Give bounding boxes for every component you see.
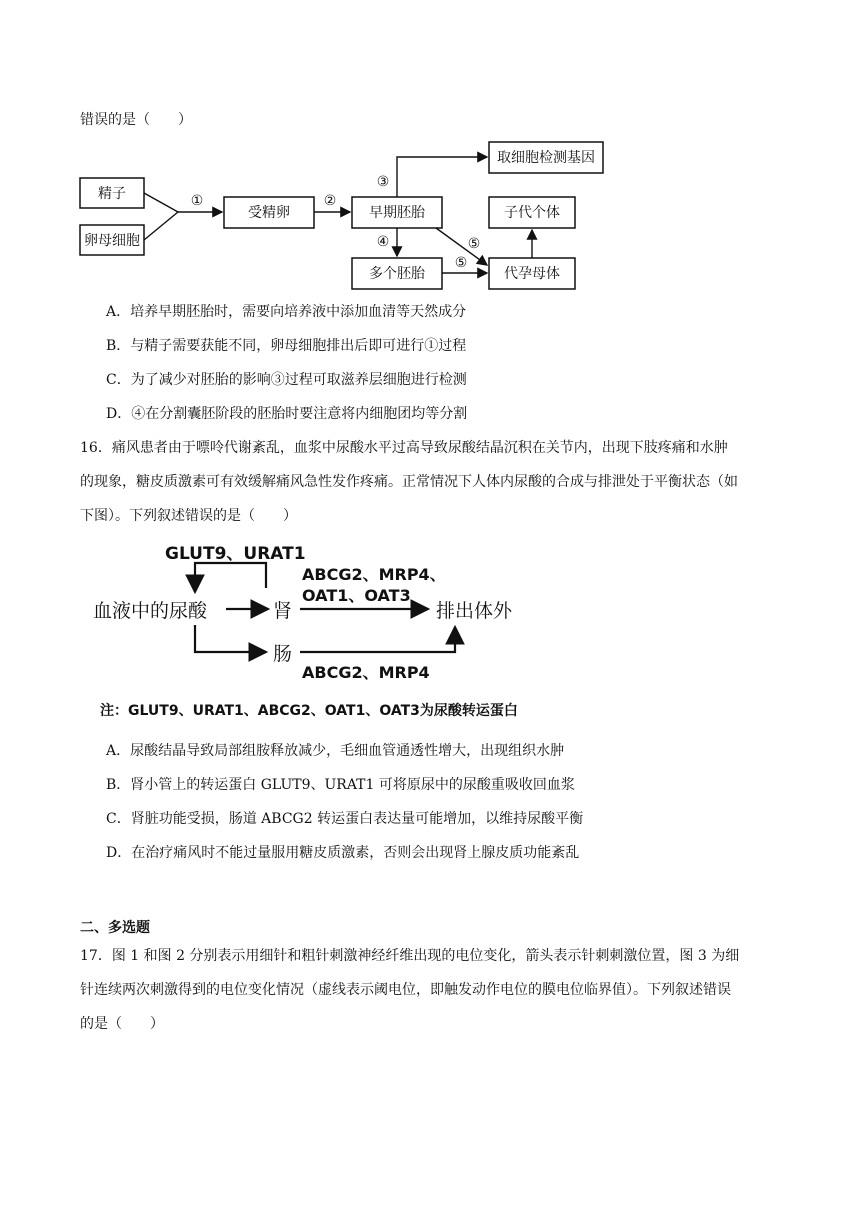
section-heading: 二、多选题 bbox=[80, 920, 150, 936]
early-embryo-label: 早期胚胎 bbox=[369, 205, 425, 221]
q16-option-c: C．肾脏功能受损，肠道 ABCG2 转运蛋白表达量可能增加，以维持尿酸平衡 bbox=[106, 811, 584, 827]
step-2-label: ② bbox=[323, 193, 337, 209]
step-1-label: ① bbox=[190, 193, 204, 209]
q15-option-b: B．与精子需要获能不同，卵母细胞排出后即可进行①过程 bbox=[106, 338, 467, 354]
step-4-label: ④ bbox=[376, 234, 390, 250]
transporter-note: 注：GLUT9、URAT1、ABCG2、OAT1、OAT3为尿酸转运蛋白 bbox=[100, 703, 518, 719]
sperm-label: 精子 bbox=[98, 186, 126, 202]
q16-option-b: B．肾小管上的转运蛋白 GLUT9、URAT1 可将原尿中的尿酸重吸收回血浆 bbox=[106, 777, 575, 793]
transporter-top-label: GLUT9、URAT1 bbox=[165, 544, 306, 564]
excrete-label: 排出体外 bbox=[436, 600, 513, 622]
intestine-transporter-label: ABCG2、MRP4 bbox=[302, 663, 430, 682]
q16-option-d: D．在治疗痛风时不能过量服用糖皮质激素，否则会出现肾上腺皮质功能紊乱 bbox=[106, 845, 580, 861]
step-5b-label: ⑤ bbox=[454, 255, 468, 271]
surrogate-label: 代孕母体 bbox=[504, 266, 560, 282]
kidney-transporter-label-1: ABCG2、MRP4、 bbox=[302, 565, 446, 584]
q17-stem-line-1: 17．图 1 和图 2 分别表示用细针和粗针刺激神经纤维出现的电位变化，箭头表示针刺刺激位置，图 3 为细 bbox=[80, 948, 740, 964]
q16-stem-line-2: 的现象，糖皮质激素可有效缓解痛风急性发作疼痛。正常情况下人体内尿酸的合成与排泄处于平衡状态（如 bbox=[80, 474, 738, 490]
q15-option-d: D．④在分割囊胚阶段的胚胎时要注意将内细胞团均等分割 bbox=[106, 406, 468, 422]
q17-stem-line-2: 针连续两次刺激得到的电位变化情况（虚线表示阈电位，即触发动作电位的膜电位临界值）。下列叙述错误 bbox=[80, 982, 731, 998]
step-3-label: ③ bbox=[376, 174, 390, 190]
blood-uric-acid-label: 血液中的尿酸 bbox=[93, 600, 208, 622]
kidney-label: 肾 bbox=[273, 600, 293, 622]
q15-option-c: C．为了减少对胚胎的影响③过程可取滋养层细胞进行检测 bbox=[106, 372, 467, 388]
step-5a-label: ⑤ bbox=[467, 236, 481, 252]
oocyte-label: 卵母细胞 bbox=[84, 233, 140, 249]
q16-option-a: A．尿酸结晶导致局部组胺释放减少，毛细血管通透性增大，出现组织水肿 bbox=[106, 743, 565, 759]
q15-option-a: A．培养早期胚胎时，需要向培养液中添加血清等天然成分 bbox=[106, 304, 467, 320]
q17-stem-line-3: 的是（ ） bbox=[80, 1016, 164, 1032]
q16-stem-line-3: 下图）。下列叙述错误的是（ ） bbox=[80, 508, 297, 524]
uric-acid-diagram bbox=[0, 535, 860, 735]
multi-embryo-label: 多个胚胎 bbox=[369, 266, 425, 282]
q16-stem-line-1: 16．痛风患者由于嘌呤代谢紊乱，血浆中尿酸水平过高导致尿酸结晶沉积在关节内，出现下肢疼痛和水肿 bbox=[80, 440, 728, 456]
kidney-transporter-label-2: OAT1、OAT3 bbox=[302, 586, 411, 605]
detect-label: 取细胞检测基因 bbox=[497, 150, 595, 166]
offspring-label: 子代个体 bbox=[504, 205, 560, 221]
embryo-flow-diagram bbox=[0, 0, 860, 300]
zygote-label: 受精卵 bbox=[248, 205, 290, 221]
intestine-label: 肠 bbox=[273, 643, 293, 665]
q15-stem-tail: 错误的是（ ） bbox=[80, 112, 192, 128]
